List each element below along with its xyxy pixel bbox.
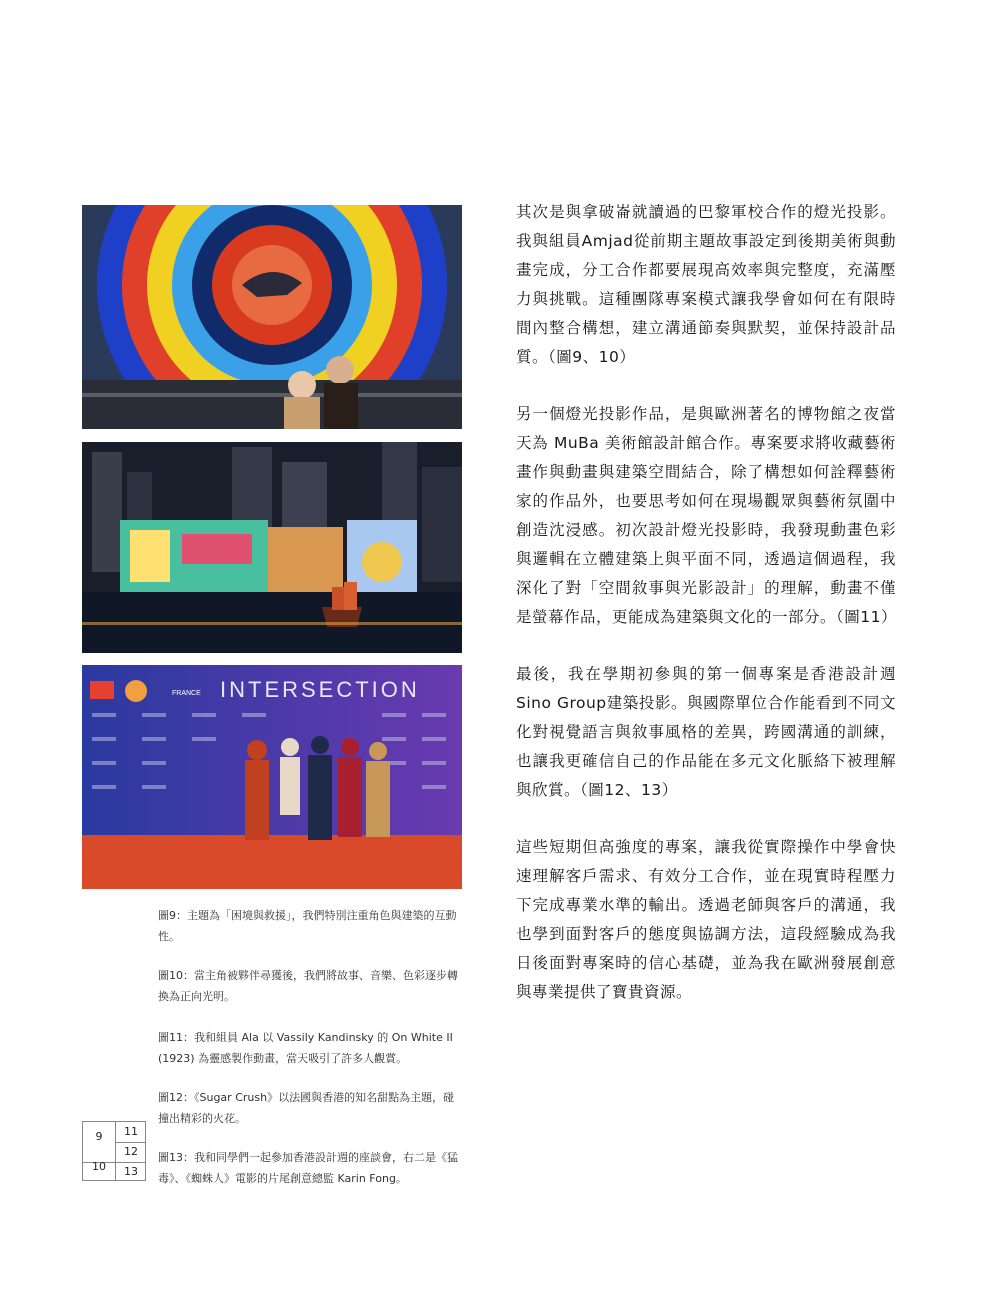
figure-index-grid	[82, 1121, 146, 1181]
caption-9: 圖9：主題為「困境與救援」，我們特別注重角色與建築的互動性。	[158, 909, 457, 943]
article-body	[516, 198, 896, 1035]
banner-title: INTERSECTION	[220, 677, 420, 702]
figure-number-10: 10	[92, 1160, 106, 1173]
caption-10: 圖10：當主角被夥伴尋獲後，我們將故事、音樂、色彩逐步轉換為正向光明。	[158, 969, 458, 1003]
caption-12: 圖12：《Sugar Crush》以法國與香港的知名甜點為主題，碰撞出精彩的火花。	[158, 1091, 455, 1125]
paragraph-3: 最後，我在學期初參與的第一個專案是香港設計週Sino Group建築投影。與國際單位合作能看到不同文化對視覺語言與敘事風格的差異，跨國溝通的訓練，也讓我更確信自己的作品能在多元文化脈絡下被理解與欣賞。（圖12、13）	[516, 665, 896, 799]
paragraph-2: 另一個燈光投影作品，是與歐洲著名的博物館之夜當天為 MuBa 美術館設計館合作。專案要求將收藏藝術畫作與動畫與建築空間結合，除了構想如何詮釋藝術家的作品外，也要思考如何在現場觀眾與藝術氛圍中創造沈浸感。初次設計燈光投影時，我發現動畫色彩與邏輯在立體建築上與平面不同，透過這個過程，我深化了對「空間敘事與光影設計」的理解，動畫不僅是螢幕作品，更能成為建築與文化的一部分。（圖11）	[516, 405, 897, 626]
photo-projection-circles	[82, 205, 462, 429]
banner-country: FRANCE	[172, 690, 201, 697]
figure-number-11: 11	[124, 1125, 138, 1138]
paragraph-4: 這些短期但高強度的專案，讓我從實際操作中學會快速理解客戶需求、有效分工合作，並在現實時程壓力下完成專業水準的輸出。透過老師與客戶的溝通，我也學到面對客戶的態度與協調方法，這段經驗成為我日後面對專案時的信心基礎，並為我在歐洲發展創意與專業提供了寶貴資源。	[516, 838, 896, 1001]
captions	[158, 905, 463, 1207]
photo-harbour-projection	[82, 442, 462, 653]
photo-event-group	[82, 665, 462, 889]
figure-number-12: 12	[124, 1145, 138, 1158]
caption-11: 圖11：我和組員 Ala 以 Vassily Kandinsky 的 On White II (1923) 為靈感製作動畫，當天吸引了許多人觀賞。	[158, 1031, 453, 1065]
paragraph-1: 其次是與拿破崙就讀過的巴黎軍校合作的燈光投影。我與組員Amjad從前期主題故事設定到後期美術與動畫完成，分工合作都要展現高效率與完整度，充滿壓力與挑戰。這種團隊專案模式讓我學會如何在有限時間內整合構想，建立溝通節奏與默契，並保持設計品質。（圖9、10）	[516, 203, 896, 366]
figure-number-9: 9	[95, 1130, 103, 1143]
figure-number-13: 13	[124, 1165, 138, 1178]
caption-13: 圖13：我和同學們一起參加香港設計週的座談會，右二是《猛毒》、《蜘蛛人》電影的片尾創意總監 Karin Fong。	[158, 1151, 458, 1185]
